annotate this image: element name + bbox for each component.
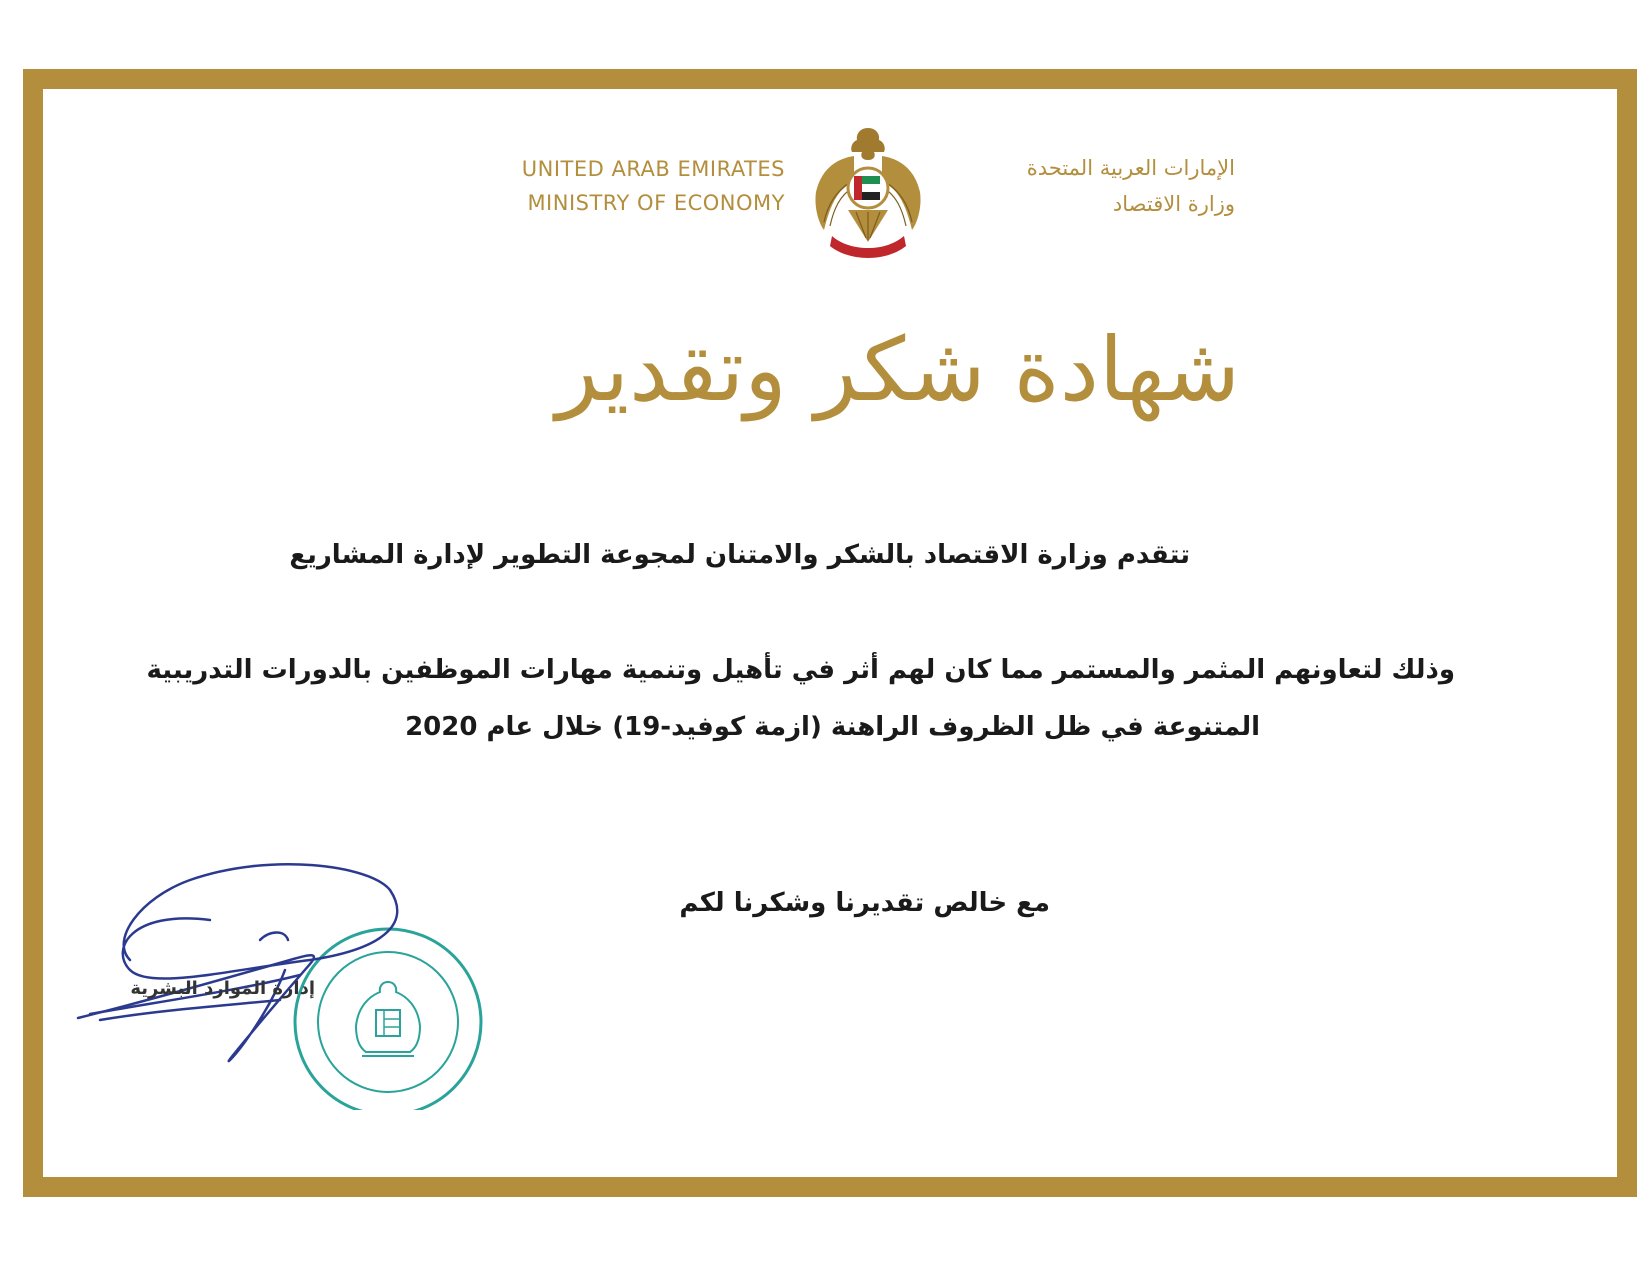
certificate-line-3: المتنوعة في ظل الظروف الراهنة (ازمة كوفيد-19) خلال عام 2020 — [405, 712, 1260, 742]
header-ar-ministry: وزارة الاقتصاد — [1112, 192, 1235, 216]
header-ar-country: الإمارات العربية المتحدة — [1026, 156, 1235, 180]
uae-emblem-icon — [810, 122, 926, 262]
hr-stamp — [295, 929, 481, 1110]
certificate-line-2: وذلك لتعاونهم المثمر والمستمر مما كان لهم أثر في تأهيل وتنمية مهارات الموظفين بالدورات التدريبية — [146, 655, 1455, 685]
certificate-closing: مع خالص تقديرنا وشكرنا لكم — [679, 888, 1050, 918]
header-arabic — [945, 150, 1235, 222]
certificate-line-1: تتقدم وزارة الاقتصاد بالشكر والامتنان لمجوعة التطوير لإدارة المشاريع — [289, 540, 1190, 570]
hr-department-label: إدارة الموارد البشرية — [130, 978, 315, 999]
certificate-title: شهادة شكر وتقدير — [556, 318, 1240, 421]
header-english — [470, 152, 785, 220]
header-en-country: UNITED ARAB EMIRATES — [521, 157, 785, 181]
header-en-ministry: MINISTRY OF ECONOMY — [527, 191, 785, 215]
